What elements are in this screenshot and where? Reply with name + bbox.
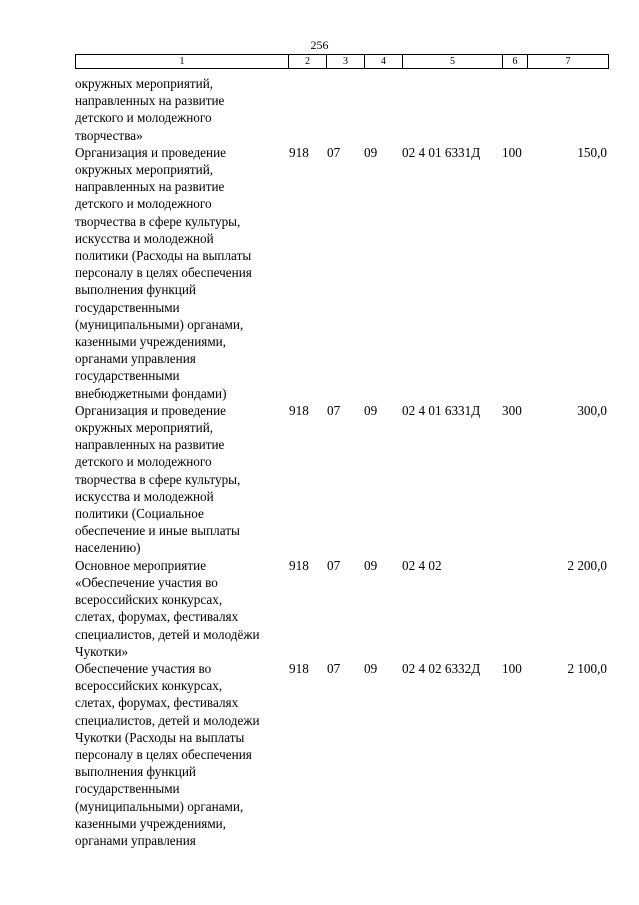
- row-ministry-code: 918: [289, 557, 309, 573]
- table-row: [75, 557, 615, 660]
- column-header-3: 3: [327, 55, 365, 69]
- row-section-code: 07: [327, 144, 341, 160]
- row-expense-type: 100: [502, 660, 522, 676]
- row-amount: 2 200,0: [567, 557, 607, 573]
- row-ministry-code: 918: [289, 144, 309, 160]
- column-header-2: 2: [289, 55, 327, 69]
- column-header-7: 7: [528, 55, 609, 69]
- row-target-article: 02 4 02: [402, 557, 442, 573]
- row-description: Основное мероприятие «Обеспечение участия во всероссийских конкурсах, слетах, форумах, фестивалях специалистов, детей и молодёжи Чукотки»: [75, 557, 260, 659]
- row-amount: 300,0: [577, 402, 607, 418]
- row-expense-type: 300: [502, 402, 522, 418]
- row-ministry-code: 918: [289, 402, 309, 418]
- column-header-table: [75, 54, 609, 69]
- row-description: окружных мероприятий, направленных на развитие детского и молодежного творчества»: [75, 76, 225, 143]
- column-header-6: 6: [503, 55, 528, 69]
- row-section-code: 07: [327, 402, 341, 418]
- row-description: Организация и проведение окружных мероприятий, направленных на развитие детского и молодежного творчества в сфере культуры, искусства и молодежной политики (Расходы на выплаты персоналу в целях обеспечения выполнения функций государственными (муниципальными) органами, казенными учреждениями, органами управления государственными внебюджетными фондами): [75, 144, 252, 401]
- row-description: Организация и проведение окружных мероприятий, направленных на развитие детского и молодежного творчества в сфере культуры, искусства и молодежной политики (Социальное обеспечение и иные выплаты населению): [75, 402, 241, 556]
- column-header-5: 5: [403, 55, 503, 69]
- budget-table-body: [75, 75, 615, 849]
- table-row: [75, 144, 615, 402]
- table-row: [75, 75, 615, 144]
- row-subsection-code: 09: [364, 144, 378, 160]
- row-ministry-code: 918: [289, 660, 309, 676]
- row-subsection-code: 09: [364, 402, 378, 418]
- row-target-article: 02 4 01 6331Д: [402, 144, 481, 160]
- row-subsection-code: 09: [364, 557, 378, 573]
- row-subsection-code: 09: [364, 660, 378, 676]
- row-description: Обеспечение участия во всероссийских конкурсах, слетах, форумах, фестивалях специалистов, детей и молодежи Чукотки (Расходы на выплаты персоналу в целях обеспечения выполнения функций государственными (муниципальными) органами, казенными учреждениями, органами управления: [75, 660, 260, 848]
- table-row: [75, 402, 615, 557]
- row-amount: 2 100,0: [567, 660, 607, 676]
- row-section-code: 07: [327, 557, 341, 573]
- table-row: [75, 660, 615, 849]
- row-target-article: 02 4 02 6332Д: [402, 660, 481, 676]
- row-section-code: 07: [327, 660, 341, 676]
- page-number: 256: [310, 38, 329, 52]
- row-target-article: 02 4 01 6331Д: [402, 402, 481, 418]
- row-amount: 150,0: [577, 144, 607, 160]
- row-expense-type: 100: [502, 144, 522, 160]
- column-header-row: [76, 55, 609, 69]
- column-header-1: 1: [76, 55, 289, 69]
- column-header-4: 4: [365, 55, 403, 69]
